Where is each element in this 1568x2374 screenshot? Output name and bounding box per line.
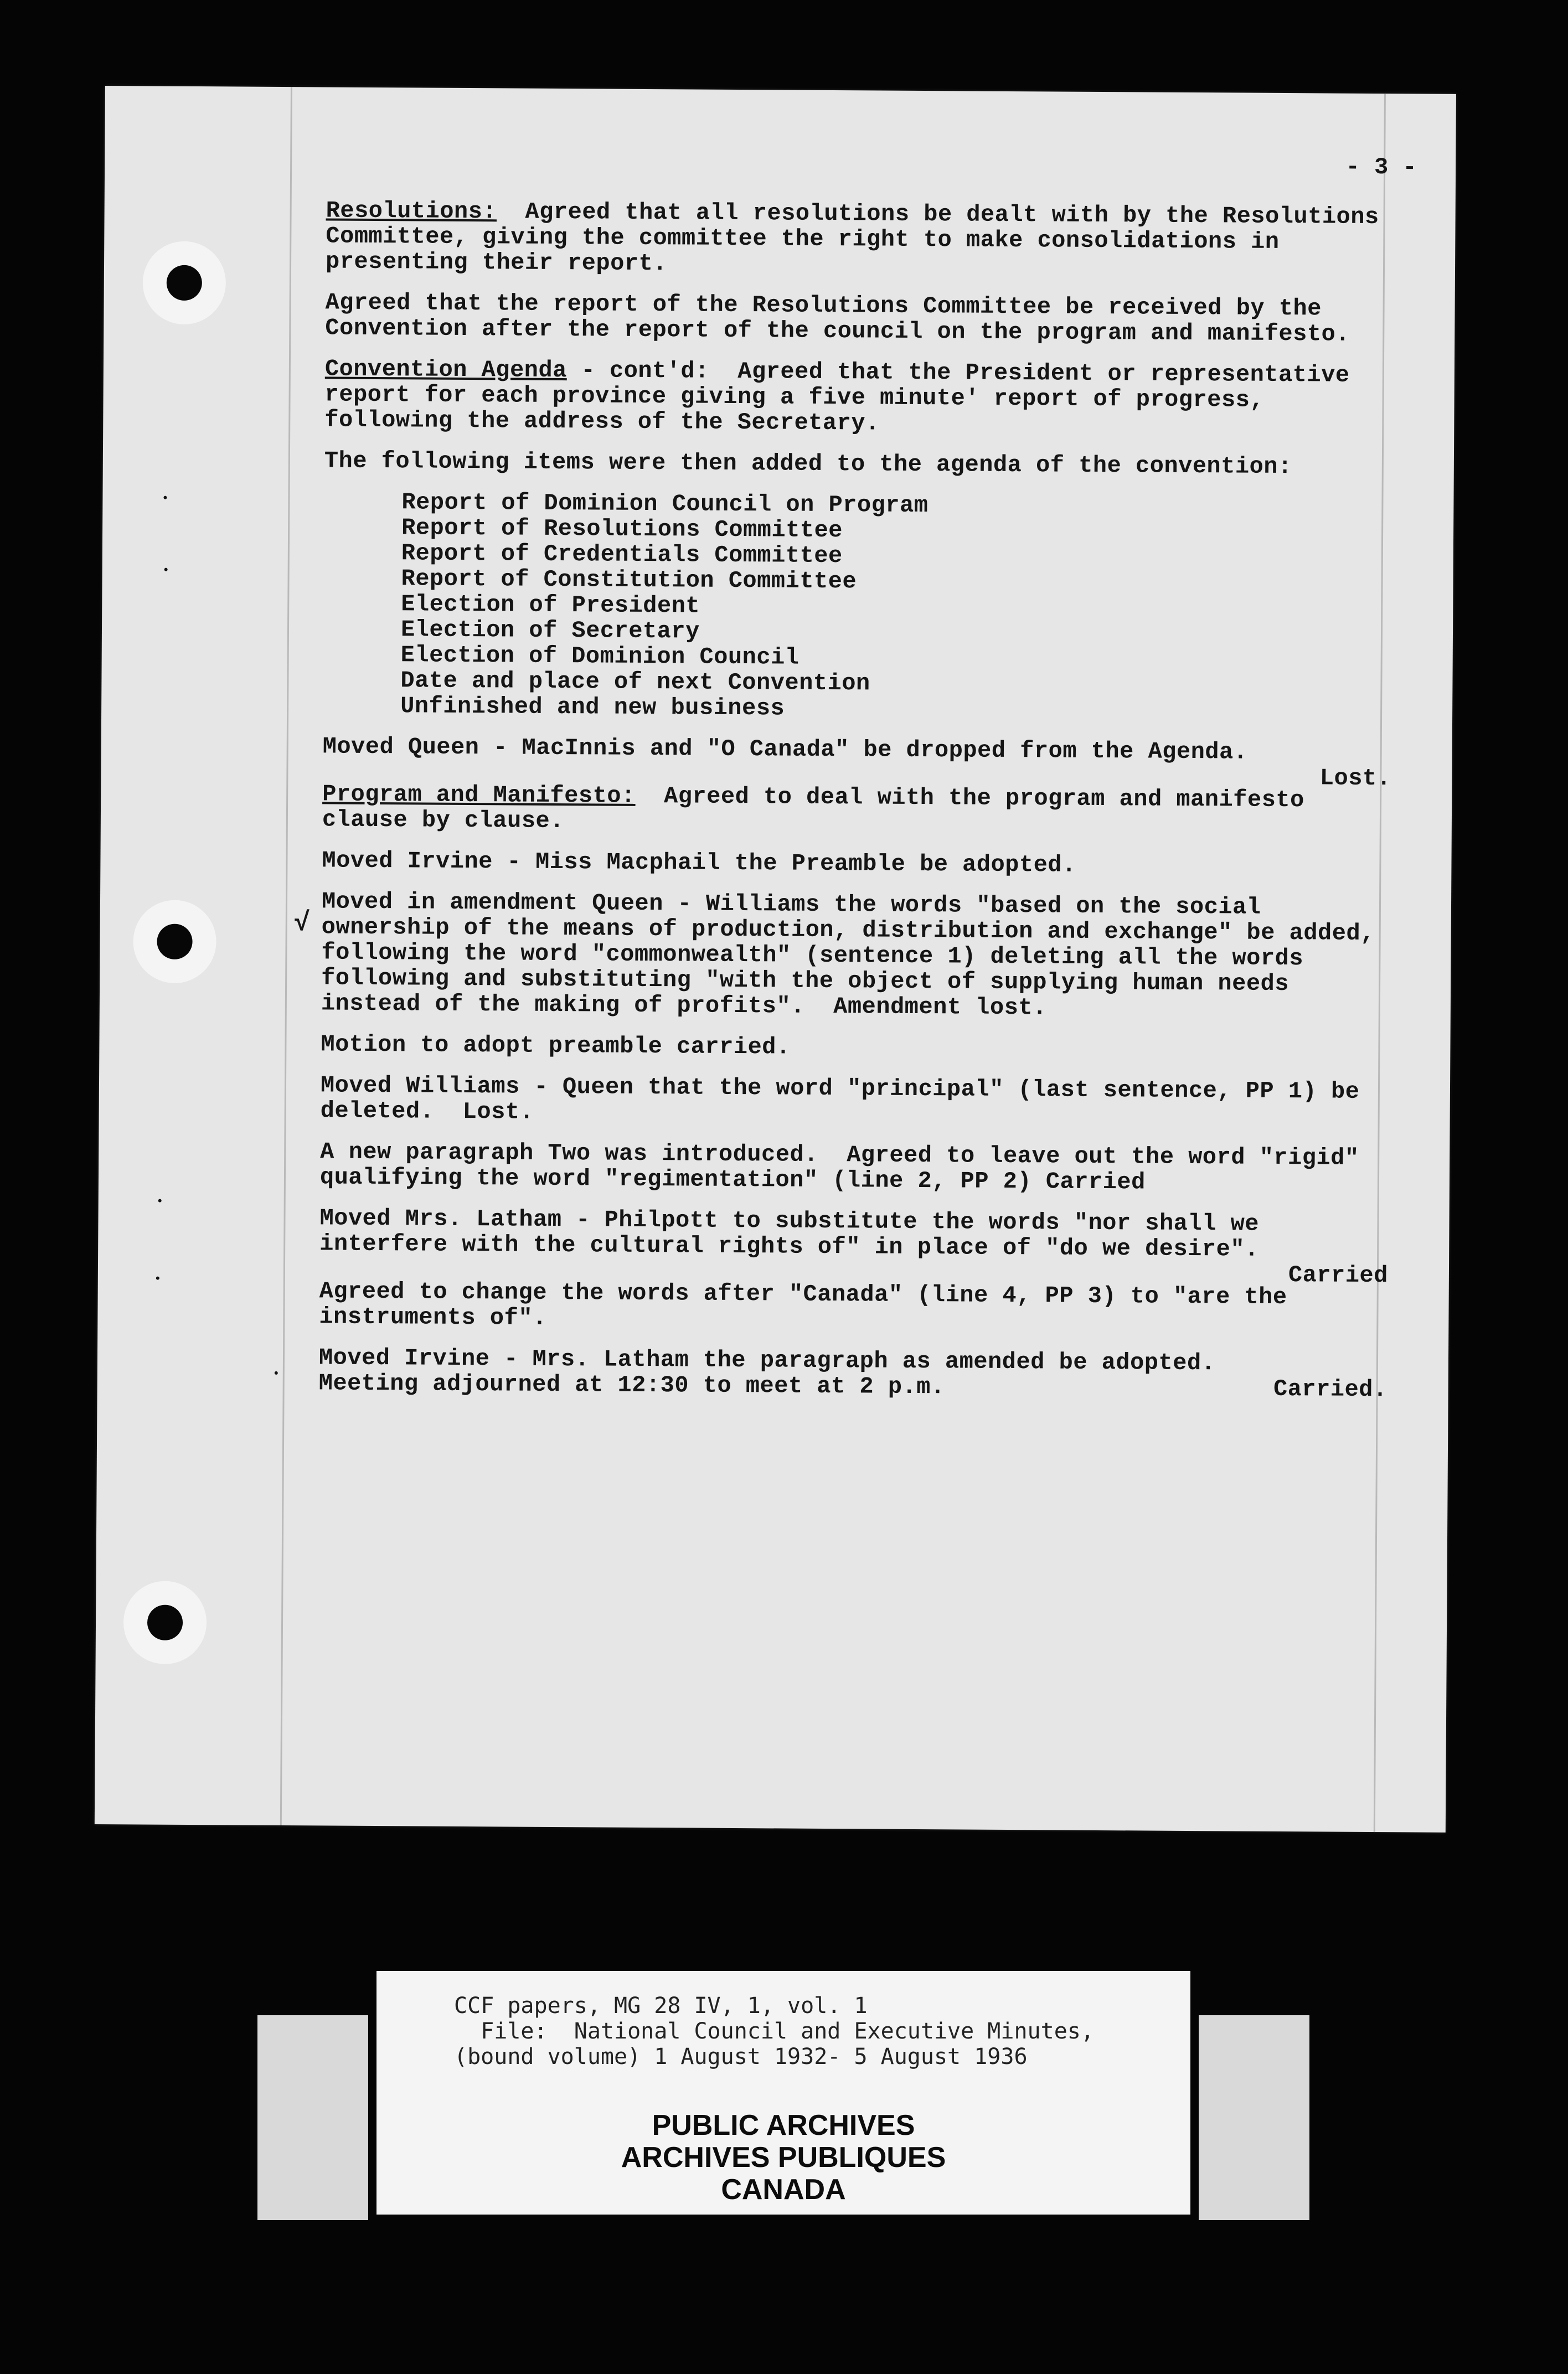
paragraph-amended-adopted: Moved Irvine - Mrs. Latham the paragraph as amended be adopted. bbox=[318, 1344, 1216, 1377]
paragraph-paragraph-two: A new paragraph Two was introduced. Agreed to leave out the word "rigid" qualifying the word "regimentation" (line 2, PP 2) Carried bbox=[319, 1138, 1374, 1196]
stamp-line: ARCHIVES PUBLIQUES bbox=[621, 2141, 946, 2174]
punch-hole-bottom bbox=[123, 1581, 207, 1664]
agenda-list bbox=[400, 489, 1392, 725]
archives-stamp bbox=[376, 2109, 1190, 2206]
result-carried: Carried bbox=[1288, 1262, 1389, 1289]
agenda-item: Date and place of next Convention bbox=[400, 667, 870, 697]
label-card bbox=[376, 1971, 1190, 2215]
label-line: File: National Council and Executive Minutes, bbox=[454, 2019, 1094, 2044]
label-citation bbox=[454, 1993, 1174, 2069]
tape-left bbox=[257, 2015, 368, 2220]
paragraph-convention-agenda bbox=[324, 356, 1394, 439]
agenda-item: Election of Dominion Council bbox=[400, 642, 800, 671]
label-line: (bound volume) 1 August 1932- 5 August 1936 bbox=[454, 2044, 1028, 2069]
paragraph-amendment: Moved in amendment Queen - Williams the words "based on the social ownership of the means of production, distribution and exchange" be added, following the word "commonwealth" (sentence 1) deleting all the words following and substituting "with the object of supplying human needs instead of the making of profits". Amendment lost. bbox=[321, 888, 1389, 1021]
resolutions-body: Agreed that all resolutions be dealt with by the Resolutions Committee, giving the committee the right to make consolidations in presenting their report. bbox=[325, 198, 1394, 277]
stamp-line: CANADA bbox=[721, 2174, 846, 2206]
document-page bbox=[95, 86, 1456, 1833]
paragraph-o-canada: Moved Queen - MacInnis and "O Canada" be dropped from the Agenda. bbox=[322, 733, 1248, 766]
heading-program-manifesto: Program and Manifesto: bbox=[322, 781, 636, 809]
punch-hole-middle bbox=[133, 900, 216, 983]
paragraph-preamble-carried: Motion to adopt preamble carried. bbox=[321, 1031, 791, 1061]
paragraph-adjourned: Meeting adjourned at 12:30 to meet at 2 p.m. bbox=[318, 1370, 945, 1401]
agenda-item: Report of Credentials Committee bbox=[401, 540, 843, 570]
tape-right bbox=[1199, 2015, 1309, 2220]
result-lost: Lost. bbox=[1319, 765, 1391, 792]
archive-label bbox=[257, 1971, 1309, 2215]
heading-convention-agenda: Convention Agenda bbox=[324, 355, 568, 384]
heading-resolutions: Resolutions: bbox=[326, 197, 497, 225]
paragraph-instruments: Agreed to change the words after "Canada" (line 4, PP 3) to "are the instruments of". bbox=[319, 1278, 1302, 1331]
result-carried-final: Carried. bbox=[1273, 1375, 1388, 1403]
paragraph-cultural-rights: Moved Mrs. Latham - Philpott to substitute the words "nor shall we interfere with the cultural rights of" in place of "do we desire". bbox=[319, 1205, 1273, 1263]
label-line: CCF papers, MG 28 IV, 1, vol. 1 bbox=[454, 1993, 868, 2019]
punch-hole-top bbox=[142, 241, 226, 324]
agenda-item: Election of Secretary bbox=[400, 616, 700, 645]
paper-specks bbox=[105, 86, 1456, 94]
agenda-item: Election of President bbox=[401, 591, 700, 620]
agenda-item: Unfinished and new business bbox=[400, 693, 785, 722]
page-number: - 3 - bbox=[1345, 153, 1417, 181]
agenda-item: Report of Constitution Committee bbox=[401, 565, 857, 595]
margin-rule-left bbox=[280, 87, 292, 1825]
paragraph-program-manifesto bbox=[322, 781, 1391, 839]
agenda-item: Report of Resolutions Committee bbox=[401, 514, 843, 544]
paragraph-preamble-motion: Moved Irvine - Miss Macphail the Preamble be adopted. bbox=[322, 847, 1076, 879]
paragraph-report-order: Agreed that the report of the Resolutions Committee be received by the Convention after the report of the council on the program and manifesto. bbox=[325, 289, 1350, 348]
margin-check-mark: √ bbox=[293, 909, 311, 939]
paragraph-principal: Moved Williams - Queen that the word "principal" (last sentence, PP 1) be deleted. Lost. bbox=[320, 1072, 1374, 1126]
agenda-item: Report of Dominion Council on Program bbox=[401, 489, 929, 519]
paragraph-resolutions bbox=[326, 198, 1395, 281]
program-manifesto-body: Agreed to deal with the program and manifesto clause by clause. bbox=[322, 782, 1319, 835]
stamp-line: PUBLIC ARCHIVES bbox=[652, 2109, 915, 2141]
amendment-block bbox=[293, 888, 1390, 1023]
minutes-text bbox=[293, 153, 1417, 1418]
paragraph-agenda-intro: The following items were then added to the agenda of the convention: bbox=[324, 447, 1292, 481]
convention-agenda-body: - cont'd: Agreed that the President or representative report for each province giving a five minute' report of progress, following the address of the Secretary. bbox=[324, 357, 1364, 437]
